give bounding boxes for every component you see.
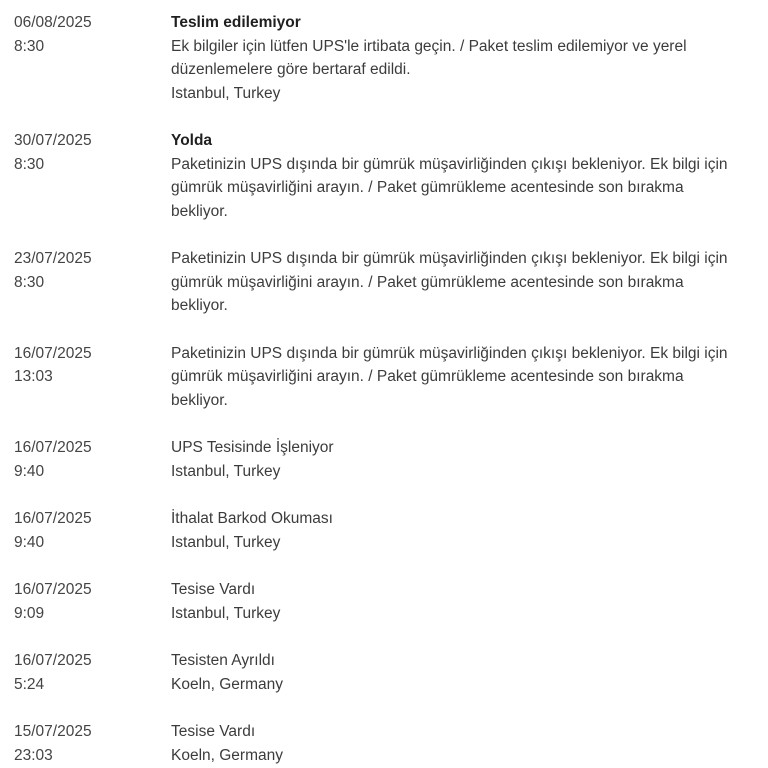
event-details — [171, 129, 731, 223]
event-date: 30/07/2025 — [14, 132, 92, 149]
event-datetime — [0, 11, 171, 105]
tracking-event — [0, 11, 768, 105]
event-datetime — [0, 436, 171, 483]
event-datetime — [0, 649, 171, 696]
event-time: 8:30 — [14, 37, 45, 55]
event-location: Istanbul, Turkey — [171, 533, 281, 551]
event-description: Tesise Vardı — [171, 581, 256, 598]
event-date: 15/07/2025 — [14, 723, 92, 740]
event-description: Tesisten Ayrıldı — [171, 652, 275, 669]
tracking-event — [0, 649, 768, 696]
event-details — [171, 436, 731, 483]
event-time: 9:09 — [14, 604, 45, 622]
event-location: Istanbul, Turkey — [171, 462, 281, 480]
tracking-event — [0, 507, 768, 554]
event-details — [171, 342, 731, 413]
event-description: Paketinizin UPS dışında bir gümrük müşavirliğinden çıkışı bekleniyor. Ek bilgi için gümrük müşavirliğini arayın. / Paket gümrükleme acentesinde son bırakma bekliyor. — [171, 155, 728, 220]
event-date: 16/07/2025 — [14, 652, 92, 669]
event-datetime — [0, 342, 171, 413]
event-description: UPS Tesisinde İşleniyor — [171, 439, 334, 456]
event-datetime — [0, 507, 171, 554]
event-description: Tesise Vardı — [171, 723, 256, 740]
event-time: 23:03 — [14, 746, 53, 764]
event-time: 9:40 — [14, 533, 45, 551]
event-time: 5:24 — [14, 675, 45, 693]
event-details — [171, 507, 731, 554]
event-datetime — [0, 578, 171, 625]
event-location: Istanbul, Turkey — [171, 604, 281, 622]
event-location: Koeln, Germany — [171, 746, 283, 764]
event-datetime — [0, 129, 171, 223]
event-description: Ek bilgiler için lütfen UPS'le irtibata geçin. / Paket teslim edilemiyor ve yerel düzenlemelere göre bertaraf edildi. — [171, 37, 687, 78]
event-description: Paketinizin UPS dışında bir gümrük müşavirliğinden çıkışı bekleniyor. Ek bilgi için gümrük müşavirliğini arayın. / Paket gümrükleme acentesinde son bırakma bekliyor. — [171, 344, 728, 409]
event-date: 23/07/2025 — [14, 250, 92, 267]
event-description: İthalat Barkod Okuması — [171, 510, 333, 527]
event-time: 8:30 — [14, 273, 45, 291]
event-description: Paketinizin UPS dışında bir gümrük müşavirliğinden çıkışı bekleniyor. Ek bilgi için gümrük müşavirliğini arayın. / Paket gümrükleme acentesinde son bırakma bekliyor. — [171, 250, 728, 314]
event-status: Yolda — [171, 132, 213, 149]
event-location: Koeln, Germany — [171, 675, 283, 693]
event-details — [171, 11, 731, 105]
tracking-event — [0, 720, 768, 767]
event-date: 16/07/2025 — [14, 581, 92, 598]
event-details — [171, 649, 731, 696]
tracking-event — [0, 578, 768, 625]
event-date: 06/08/2025 — [14, 14, 92, 31]
tracking-event — [0, 436, 768, 483]
tracking-event — [0, 247, 768, 318]
event-details — [171, 247, 731, 318]
event-location: Istanbul, Turkey — [171, 84, 281, 102]
event-details — [171, 720, 731, 767]
tracking-event — [0, 342, 768, 413]
event-time: 8:30 — [14, 155, 45, 173]
event-datetime — [0, 247, 171, 318]
event-time: 13:03 — [14, 368, 53, 385]
event-datetime — [0, 720, 171, 767]
event-time: 9:40 — [14, 462, 45, 480]
event-details — [171, 578, 731, 625]
tracking-event — [0, 129, 768, 223]
event-date: 16/07/2025 — [14, 344, 92, 362]
event-date: 16/07/2025 — [14, 510, 92, 527]
event-date: 16/07/2025 — [14, 439, 92, 456]
event-status: Teslim edilemiyor — [171, 14, 301, 31]
